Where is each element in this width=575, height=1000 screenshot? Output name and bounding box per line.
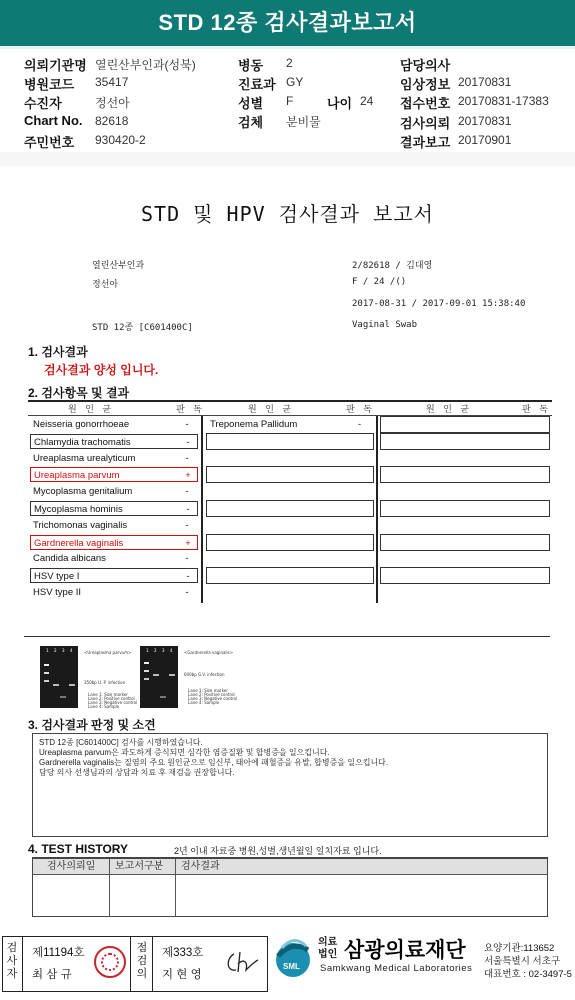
organism-name: Trichomonas vaginalis xyxy=(33,519,128,531)
col3-organism-header: 원 인 균 xyxy=(426,404,473,414)
gel-right-title: <Gardnerella vaginalis> xyxy=(184,650,234,655)
specimen-label: 검체 xyxy=(238,115,264,130)
organism-name: Ureaplasma parvum xyxy=(34,470,120,482)
specimen-type: Vaginal Swab xyxy=(352,320,418,330)
col1-organism-header: 원 인 균 xyxy=(68,404,115,414)
empty-result-box xyxy=(380,534,550,551)
organism-result: - xyxy=(185,519,189,531)
gel-band xyxy=(144,662,149,664)
request-date-label: 검사의뢰 xyxy=(400,116,451,131)
ward-label: 병동 xyxy=(238,58,264,73)
gel-image-gardnerella xyxy=(140,646,178,708)
age-value: 24 xyxy=(360,94,374,108)
institution-code: 요양기관:113652 xyxy=(484,943,555,954)
results-table-header xyxy=(28,400,552,416)
organism-row xyxy=(30,484,198,499)
gel-band xyxy=(144,670,149,672)
gel-left-legend-1: Lane 1: Size marker xyxy=(88,692,128,697)
gel-band xyxy=(160,696,166,698)
gel-band xyxy=(60,696,66,698)
patient-info-header xyxy=(0,52,575,152)
seal-inner-ring xyxy=(101,953,119,971)
gel-lane-2: 2 xyxy=(54,648,57,653)
signature-icon xyxy=(222,948,262,978)
col3-result-header: 판 독 xyxy=(522,404,551,414)
organism-name: Neisseria gonorrhoeae xyxy=(33,419,130,430)
results-table xyxy=(28,400,552,603)
organism-name: Chlamydia trachomatis xyxy=(34,436,131,448)
opinion-line-4: 담당 의사 선생님과의 상담과 치료 후 재검을 권장합니다. xyxy=(39,768,235,777)
gel-left-legend-2: Lane 2: Positive control xyxy=(88,696,135,701)
resident-number-label: 주민번호 xyxy=(24,135,75,150)
request-date-value: 20170831 xyxy=(458,114,512,128)
gel-left-marker: 350bp U. P. infection xyxy=(84,680,126,685)
gel-left-legend-4: Lane 4: Sample xyxy=(88,704,120,709)
gel-right-legend-2: Lane 2: Positive control xyxy=(188,692,235,697)
empty-result-box xyxy=(206,466,374,483)
section-divider xyxy=(24,636,550,637)
opinion-line-1: STD 12종 [C601400C] 검사를 시행하였습니다. xyxy=(39,738,203,747)
organism-result: + xyxy=(185,537,191,549)
chart-doctor-line: 2/82618 / 김대영 xyxy=(352,261,433,271)
gel-lane-3: 3 xyxy=(62,648,65,653)
doctor-label: 담당의사 xyxy=(400,58,451,73)
gel-left-title: <Ureaplasma parvum> xyxy=(84,650,132,655)
receipt-number-value: 20170831-17383 xyxy=(458,94,549,108)
report-date-label: 결과보고 xyxy=(400,135,451,150)
organism-result: + xyxy=(185,470,191,482)
treponema-row xyxy=(206,417,374,432)
opinion-line-3: Gardnerella vaginalis는 질염의 주요 원인균으로 임신부, 태아에 패혈증을 유발, 합병증을 일으킵니다. xyxy=(39,758,389,767)
organism-row xyxy=(30,451,198,466)
positive-result-text: 검사결과 양성 입니다. xyxy=(44,363,159,377)
organism-result: - xyxy=(185,419,189,430)
organism-result: - xyxy=(185,452,189,464)
brand-name: 삼광의료재단 xyxy=(344,939,466,962)
history-table-header xyxy=(33,859,547,875)
report-date-value: 20170901 xyxy=(458,133,512,147)
empty-result-box xyxy=(380,500,550,517)
receipt-number-label: 접수번호 xyxy=(400,96,451,111)
signature-footer xyxy=(0,934,575,1000)
organism-row xyxy=(30,585,198,600)
gel-right-marker: 600bp G.V. infection xyxy=(184,672,225,677)
history-col-divider xyxy=(175,859,176,917)
chart-number-value: 82618 xyxy=(95,114,129,128)
checker-label: 검사자 xyxy=(6,942,18,980)
organism-row xyxy=(30,417,198,432)
history-col-result: 검사결과 xyxy=(181,861,220,872)
organism-name: Ureaplasma urealyticum xyxy=(33,452,136,464)
gel-right-legend-3: Lane 3: Negative control xyxy=(188,696,238,701)
gel-right-legend-1: Lane 1: Size marker xyxy=(188,688,228,693)
gel-left-legend-3: Lane 3: Negative control xyxy=(88,700,138,705)
clinical-info-label: 임상정보 xyxy=(400,77,451,92)
history-col-divider xyxy=(109,859,110,917)
opinion-line-2: Ureaplasma parvum은 과도하게 증식되면 심각한 염증질환 및 합병증을 일으킵니다. xyxy=(39,748,330,757)
organism-row xyxy=(30,551,198,566)
organism-result: - xyxy=(185,553,189,565)
gel-band xyxy=(53,684,59,686)
gel-band xyxy=(169,674,175,676)
section-2-heading: 2. 검사항목 및 결과 xyxy=(28,386,130,400)
address-line: 서울특별시 서초구 xyxy=(484,956,561,967)
signature-divider xyxy=(152,937,153,991)
treponema-result: - xyxy=(358,419,362,430)
history-col-report-type: 보고서구분 xyxy=(115,861,164,872)
organism-result: - xyxy=(186,571,190,583)
gel-lane-3: 3 xyxy=(162,648,165,653)
gel-band xyxy=(144,678,149,680)
organism-row xyxy=(30,501,198,516)
gel-band xyxy=(69,684,75,686)
patient-value: 정선아 xyxy=(95,96,130,110)
hospital-name-label: 의뢰기관명 xyxy=(24,58,87,73)
hospital-name-value: 열린산부인과(성북) xyxy=(95,58,196,72)
organism-result: - xyxy=(186,504,190,515)
gel-lane-4: 4 xyxy=(170,648,173,653)
title-divider xyxy=(0,46,575,49)
empty-result-box xyxy=(380,416,550,433)
sex-age-line: F / 24 /() xyxy=(352,277,407,287)
col2-result-header: 판 독 xyxy=(346,404,375,414)
gel-band xyxy=(44,672,49,674)
organism-result: - xyxy=(185,486,189,498)
organism-row xyxy=(30,434,198,449)
gel-band xyxy=(44,680,49,682)
organism-name: Mycoplasma genitalium xyxy=(33,486,133,498)
test-code: STD 12종 [C601400C] xyxy=(92,323,193,333)
gel-band xyxy=(153,674,159,676)
sex-label: 성별 xyxy=(238,96,264,111)
section-1-heading: 1. 검사결과 xyxy=(28,345,88,359)
organism-result: - xyxy=(186,436,190,448)
department-value: GY xyxy=(286,75,304,89)
organism-row xyxy=(30,518,198,533)
col2-organism-header: 원 인 균 xyxy=(248,404,295,414)
organism-row xyxy=(30,467,198,482)
history-col-request-date: 검사의뢰일 xyxy=(47,861,96,872)
samkwang-logo-icon xyxy=(272,936,314,978)
phone-line: 대표번호 : 02-3497-5 xyxy=(484,969,572,980)
dates-line: 2017-08-31 / 2017-09-01 15:38:40 xyxy=(352,299,526,309)
checker-name: 최 삼 규 xyxy=(32,969,72,981)
signature-divider xyxy=(22,937,23,991)
organism-name: Mycoplasma hominis xyxy=(34,504,123,515)
organism-row xyxy=(30,535,198,550)
column-separator xyxy=(201,416,203,603)
report-title-bar: STD 12종 검사결과보고서 xyxy=(0,0,575,46)
column-separator xyxy=(376,416,378,603)
inspector-name: 지 현 영 xyxy=(162,969,202,981)
section-3-heading: 3. 검사결과 판정 및 소견 xyxy=(28,718,156,732)
empty-result-box xyxy=(380,567,550,584)
specimen-value: 분비물 xyxy=(286,115,321,129)
organism-name: HSV type I xyxy=(34,571,80,583)
checker-seal-icon xyxy=(94,946,126,978)
history-table xyxy=(32,857,548,917)
brand-subtitle: Samkwang Medical Laboratories xyxy=(320,963,473,974)
hospital-code-label: 병원코드 xyxy=(24,77,75,92)
empty-result-box xyxy=(206,433,374,450)
gel-band xyxy=(44,664,49,666)
signature-divider xyxy=(130,937,131,991)
gel-right-legend-4: Lane 4: Sample xyxy=(188,700,220,705)
chart-number-label: Chart No. xyxy=(24,113,83,128)
department-label: 진료과 xyxy=(238,77,276,92)
organism-row xyxy=(30,568,198,583)
opinion-box xyxy=(32,733,548,837)
inspector-license: 제333호 xyxy=(162,947,204,959)
gel-image-ureaplasma xyxy=(40,646,78,708)
inspector-label: 점검의 xyxy=(136,942,148,980)
patient-label: 수진자 xyxy=(24,96,62,111)
report-heading: STD 및 HPV 검사결과 보고서 xyxy=(141,202,434,226)
empty-result-box xyxy=(206,500,374,517)
resident-number-value: 930420-2 xyxy=(95,133,146,147)
gel-lane-4: 4 xyxy=(70,648,73,653)
organism-name: Candida albicans xyxy=(33,553,106,565)
patient-name: 정선아 xyxy=(92,280,119,290)
sex-value: F xyxy=(286,94,294,108)
empty-result-box xyxy=(206,567,374,584)
gel-lane-1: 1 xyxy=(46,648,49,653)
corporation-label: 의료법인 xyxy=(318,937,338,960)
treponema-name: Treponema Pallidum xyxy=(210,419,298,430)
section-4-heading: 4. TEST HISTORY xyxy=(28,842,129,856)
organism-result: - xyxy=(185,587,189,598)
empty-result-box xyxy=(380,433,550,450)
hospital-code-value: 35417 xyxy=(95,75,129,89)
empty-result-box xyxy=(206,534,374,551)
checker-license: 제11194호 xyxy=(32,947,85,959)
organism-name: Gardnerella vaginalis xyxy=(34,537,124,549)
age-label: 나이 xyxy=(327,96,353,111)
section-gap xyxy=(0,152,575,166)
organism-name: HSV type II xyxy=(33,587,82,598)
clinical-info-value: 20170831 xyxy=(458,75,512,89)
history-note: 2년 이내 자료중 병원,성별,생년월일 일치자료 입니다. xyxy=(174,846,382,856)
ward-value: 2 xyxy=(286,56,293,70)
clinic-name: 열린산부인과 xyxy=(92,261,145,271)
gel-lane-1: 1 xyxy=(146,648,149,653)
gel-lane-2: 2 xyxy=(154,648,157,653)
empty-result-box xyxy=(380,466,550,483)
gel-electrophoresis-images xyxy=(38,646,238,708)
col1-result-header: 판 독 xyxy=(176,404,205,414)
logo-text: SML xyxy=(283,962,300,971)
